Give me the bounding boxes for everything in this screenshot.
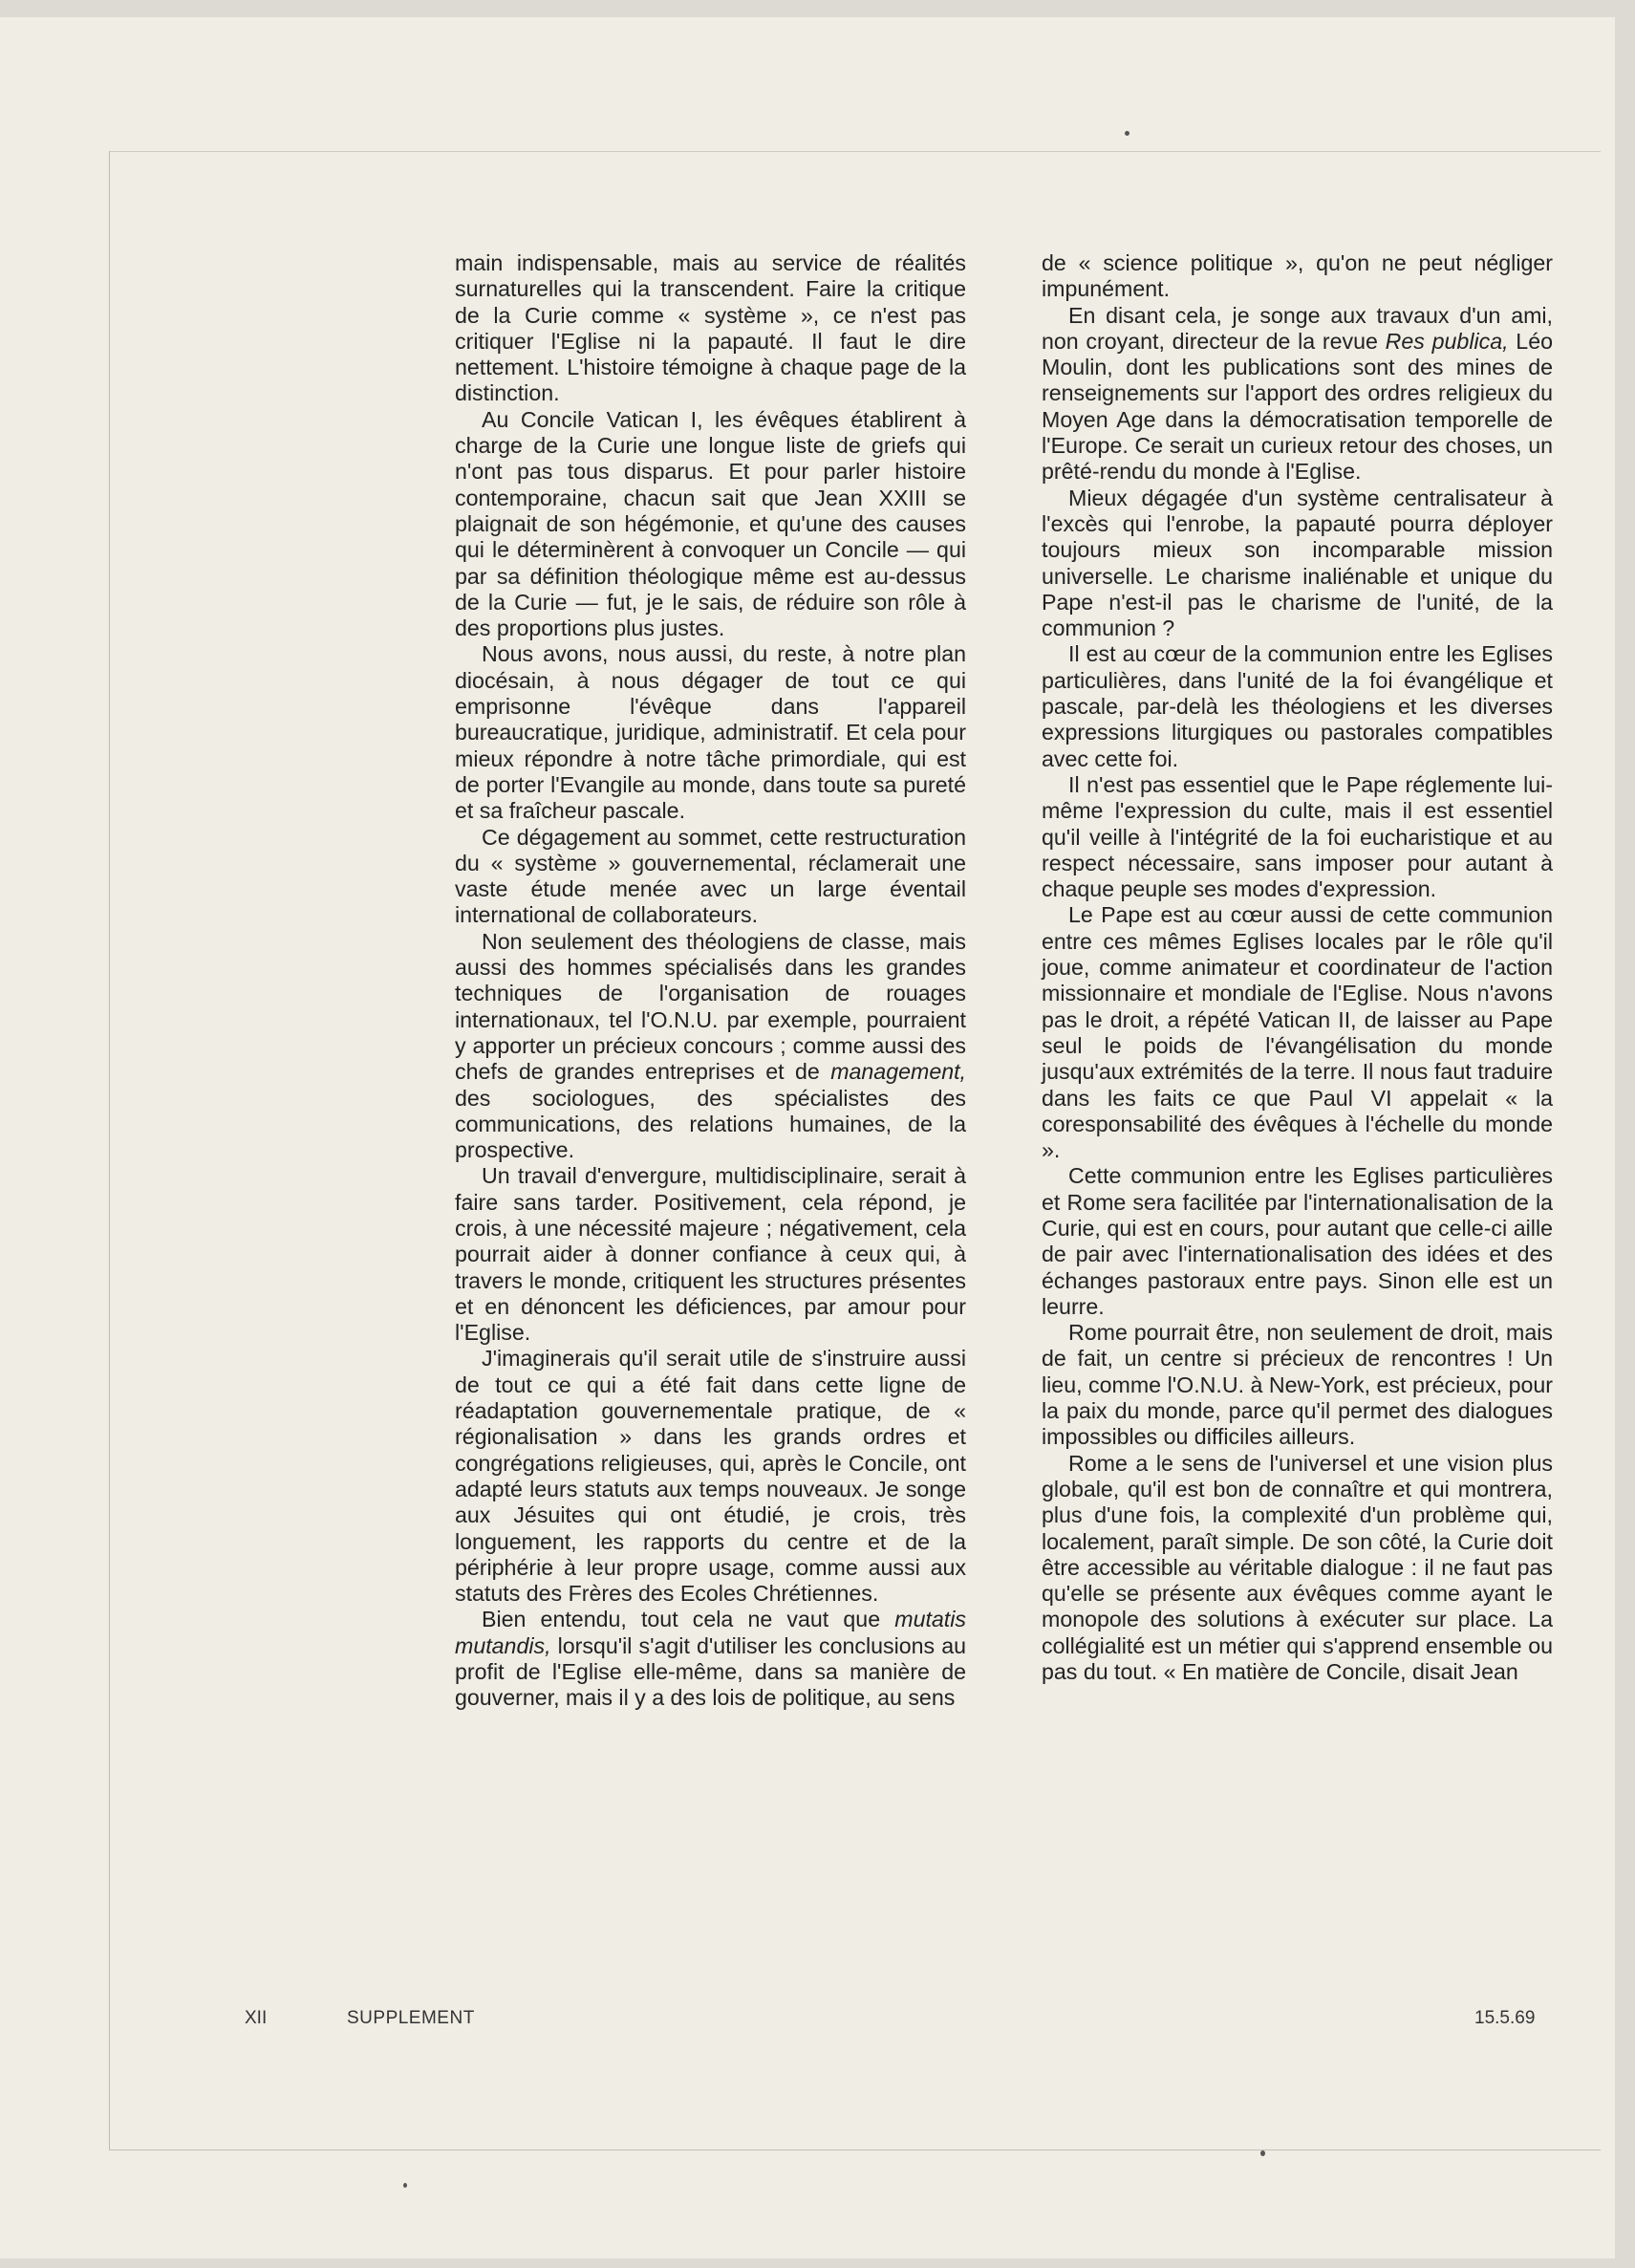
issue-date: 15.5.69 — [1474, 2008, 1536, 2028]
paragraph-text: des sociologues, des spécialistes des communications, des relations humaines, de la prospective. — [455, 1085, 966, 1163]
paper-speck — [1125, 131, 1129, 136]
italic-term: mutatis mutandis, — [455, 1607, 966, 1658]
paragraph: Au Concile Vatican I, les évêques établirent à charge de la Curie une longue liste de griefs qui n'ont pas tous disparus. Et pour parler histoire contemporaine, chacun sait que Jean XXIII se plaignait de son hégémonie, et qu'une des causes qui le déterminèrent à convoquer un Concile — qui par sa définition théologique même est au-dessus de la Curie — fut, je le sais, de réduire son rôle à des proportions plus justes. — [455, 406, 966, 641]
paragraph — [455, 1607, 966, 1711]
paragraph: J'imaginerais qu'il serait utile de s'instruire aussi de tout ce qui a été fait dans cette ligne de réadaptation gouvernementale pratique, de « régionalisation » dans les grands ordres et congrégations religieuses, qui, après le Concile, ont adapté leurs statuts aux temps nouveaux. Je songe aux Jésuites qui ont étudié, je crois, très longuement, les rapports du centre et de la périphérie à leur propre usage, comme aussi aux statuts des Frères des Ecoles Chrétiennes. — [455, 1346, 966, 1607]
italic-term: Res publica, — [1385, 328, 1509, 354]
paragraph: Mieux dégagée d'un système centralisateur à l'excès qui l'enrobe, la papauté pourra déployer toujours mieux son incomparable mission universelle. Le charisme inaliénable et unique du Pape n'est-il pas le charisme de l'unité, de la communion ? — [1042, 485, 1553, 641]
paragraph — [1042, 303, 1553, 486]
paragraph: Le Pape est au cœur aussi de cette communion entre ces mêmes Eglises locales par le rôle qu'il joue, comme animateur et coordinateur de l'action missionnaire et mondiale de l'Eglise. Nous n'avons pas le droit, a répété Vatican II, de laisser au Pape seul le poids de l'évangélisation du monde jusqu'aux extrémités de la terre. Il nous faut traduire dans les faits ce que Paul VI appelait « la coresponsabilité des évêques à l'échelle du monde ». — [1042, 902, 1553, 1163]
left-column — [455, 250, 966, 1712]
paragraph: main indispensable, mais au service de réalités surnaturelles qui la transcendent. Faire la critique de la Curie comme « système », ce n'est pas critiquer l'Eglise ni la papauté. Il faut le dire nettement. L'histoire témoigne à chaque page de la distinction. — [455, 250, 966, 406]
paragraph: Nous avons, nous aussi, du reste, à notre plan diocésain, à nous dégager de tout ce qui emprisonne l'évêque dans l'appareil bureaucratique, juridique, administratif. Et cela pour mieux répondre à notre tâche primordiale, qui est de porter l'Evangile au monde, dans toute sa pureté et sa fraîcheur pascale. — [455, 641, 966, 824]
paragraph: Il est au cœur de la communion entre les Eglises particulières, dans l'unité de la foi évangélique et pascale, par-delà les théologiens et les diverses expressions liturgiques ou pastorales compatibles avec cette foi. — [1042, 641, 1553, 771]
paragraph-text: Non seulement des théologiens de classe, mais aussi des hommes spécialisés dans les grandes techniques de l'organisation de rouages internationaux, tel l'O.N.U. par exemple, pourraient y apporter un précieux concours ; comme aussi des chefs de grandes entreprises et de — [455, 928, 966, 1085]
paragraph-text: lorsqu'il s'agit d'utiliser les conclusions au profit de l'Eglise elle-même, dans sa manière de gouverner, mais il y a des lois de politique, au sens — [455, 1632, 966, 1711]
paragraph: Ce dégagement au sommet, cette restructuration du « système » gouvernemental, réclamerait une vaste étude menée avec un large éventail international de collaborateurs. — [455, 824, 966, 928]
paragraph: Un travail d'envergure, multidisciplinaire, serait à faire sans tarder. Positivement, cela répond, je crois, à une nécessité majeure ; négativement, cela pourrait aider à donner confiance à ceux qui, à travers le monde, critiquent les structures présentes et en dénoncent les déficiences, par amour pour l'Eglise. — [455, 1163, 966, 1346]
paper-speck — [1260, 2150, 1265, 2156]
right-column — [1042, 250, 1553, 1685]
paragraph-text: En disant cela, je songe aux travaux d'un ami, non croyant, directeur de la revue — [1042, 302, 1553, 354]
paragraph — [455, 929, 966, 1164]
page-number: XII — [245, 2008, 268, 2028]
paragraph: Rome pourrait être, non seulement de droit, mais de fait, un centre si précieux de rencontres ! Un lieu, comme l'O.N.U. à New-York, est précieux, pour la paix du monde, parce qu'il permet des dialogues impossibles ou difficiles ailleurs. — [1042, 1320, 1553, 1450]
section-label: SUPPLEMENT — [347, 2008, 475, 2028]
paragraph: Il n'est pas essentiel que le Pape réglemente lui-même l'expression du culte, mais il est essentiel qu'il veille à l'intégrité de la foi eucharistique et au respect nécessaire, sans imposer pour autant à chaque peuple ses modes d'expression. — [1042, 771, 1553, 902]
paragraph: de « science politique », qu'on ne peut négliger impunément. — [1042, 250, 1553, 302]
paragraph-text: Bien entendu, tout cela ne vaut que — [482, 1607, 895, 1632]
paragraph: Cette communion entre les Eglises particulières et Rome sera facilitée par l'internationalisation de la Curie, qui est en cours, pour autant que celle-ci aille de pair avec l'internationalisation des idées et des échanges pastoraux entre pays. Sinon elle est un leurre. — [1042, 1163, 1553, 1319]
paragraph-text: Léo Moulin, dont les publications sont des mines de renseignements sur l'apport des ordres religieux du Moyen Age dans la démocratisation temporelle de l'Europe. Ce serait un curieux retour des choses, un prêté-rendu du monde à l'Eglise. — [1042, 328, 1553, 485]
paragraph: Rome a le sens de l'universel et une vision plus globale, qu'il est bon de connaître et qui montrera, plus d'une fois, la complexité d'un problème qui, localement, paraît simple. De son côté, la Curie doit être accessible au véritable dialogue : il ne faut pas qu'elle se présente aux évêques comme ayant le monopole des solutions à exécuter sur place. La collégialité est un métier qui s'apprend ensemble ou pas du tout. « En matière de Concile, disait Jean — [1042, 1450, 1553, 1685]
italic-term: management, — [830, 1059, 966, 1085]
paper-speck — [403, 2183, 407, 2188]
